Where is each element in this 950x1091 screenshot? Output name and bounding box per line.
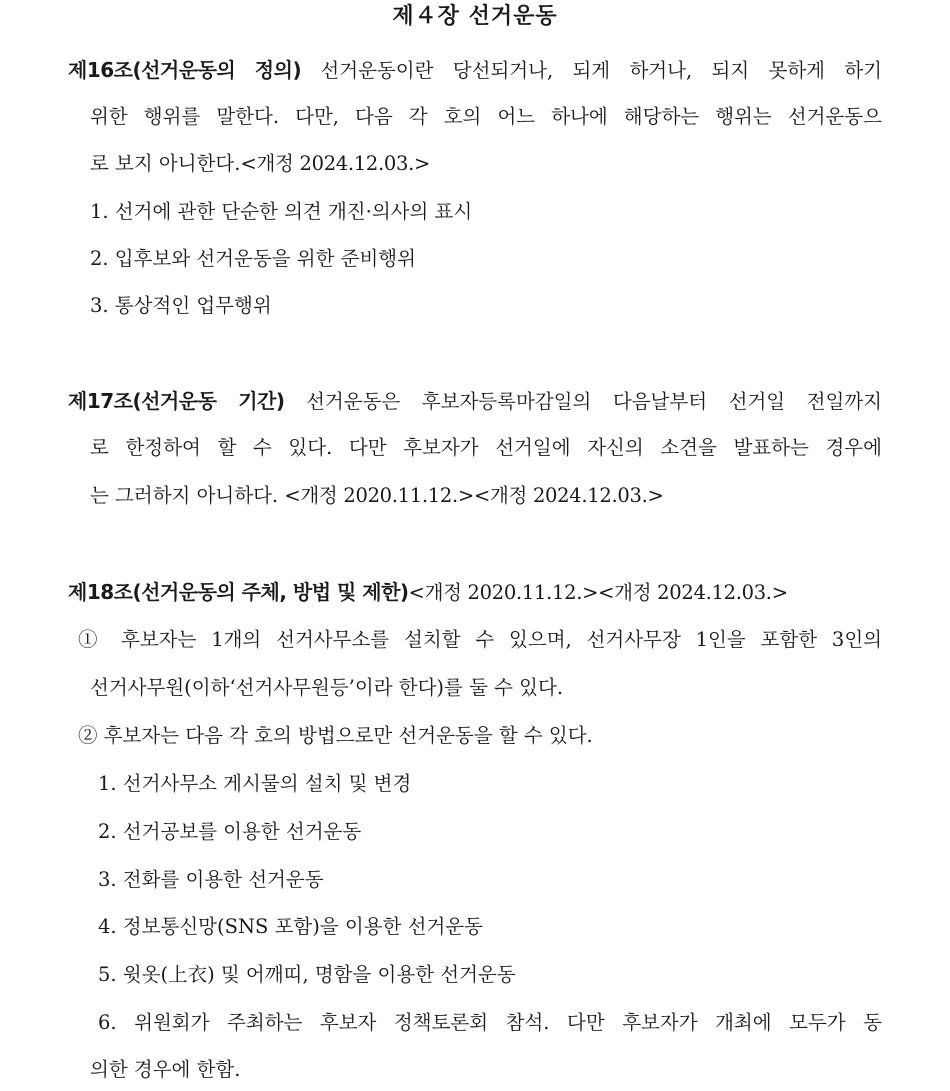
article-18-item-3: 3. 전화를 이용한 선거운동 <box>98 868 324 891</box>
article-17-text-1: 선거운동은 후보자등록마감일의 다음날부터 선거일 전일까지 <box>306 390 883 413</box>
article-18-clause-1-line-2: 선거사무원(이하‘선거사무원등’이라 한다)를 둘 수 있다. <box>90 676 564 699</box>
article-17-text-3: 는 그러하지 아니하다. <box>90 484 279 507</box>
article-18-first-line <box>68 578 788 606</box>
article-18-item-6-line-2: 의한 경우에 한함. <box>90 1058 241 1081</box>
article-18-item-2: 2. 선거공보를 이용한 선거운동 <box>98 820 362 843</box>
article-17-third-line <box>90 482 664 510</box>
article-18-clause-2: ② 후보자는 다음 각 호의 방법으로만 선거운동을 할 수 있다. <box>78 724 593 747</box>
article-16-item-3: 3. 통상적인 업무행위 <box>90 294 272 317</box>
article-16-amendment: <개정 2024.12.03.> <box>240 152 431 175</box>
article-17-first-line <box>68 387 882 415</box>
article-18-item-5: 5. 윗옷(上衣) 및 어깨띠, 명함을 이용한 선거운동 <box>98 963 516 986</box>
article-18-item-1: 1. 선거사무소 게시물의 설치 및 변경 <box>98 772 412 795</box>
article-16-heading: 제16조(선거운동의 정의) <box>68 58 302 82</box>
article-16-first-line <box>68 56 882 84</box>
article-16-text-3: 로 보지 아니한다. <box>90 152 241 175</box>
article-16-text-2: 위한 행위를 말한다. 다만, 다음 각 호의 어느 하나에 해당하는 행위는 선거운동으 <box>90 105 882 128</box>
article-16-item-1: 1. 선거에 관한 단순한 의견 개진·의사의 표시 <box>90 200 473 223</box>
article-18-clause-1-line-1: ① 후보자는 1개의 선거사무소를 설치할 수 있으며, 선거사무장 1인을 포함한 3인의 <box>78 628 882 651</box>
article-18-amendments: <개정 2020.11.12.><개정 2024.12.03.> <box>408 581 788 604</box>
chapter-title: 제４장 선거운동 <box>392 4 558 29</box>
article-16-item-2: 2. 입후보와 선거운동을 위한 준비행위 <box>90 247 416 270</box>
article-18-item-6-line-1: 6. 위원회가 주최하는 후보자 정책토론회 참석. 다만 후보자가 개최에 모두가 동 <box>98 1011 882 1034</box>
article-17-text-2: 로 한정하여 할 수 있다. 다만 후보자가 선거일에 자신의 소견을 발표하는 경우에 <box>90 436 882 459</box>
article-18-heading: 제18조(선거운동의 주체, 방법 및 제한) <box>68 580 409 604</box>
article-16-third-line <box>90 150 430 178</box>
article-18-item-4: 4. 정보통신망(SNS 포함)을 이용한 선거운동 <box>98 915 483 938</box>
article-17-amendments: <개정 2020.11.12.><개정 2024.12.03.> <box>284 484 664 507</box>
article-16-text-1: 선거운동이란 당선되거나, 되게 하거나, 되지 못하게 하기 <box>320 59 882 82</box>
article-17-heading: 제17조(선거운동 기간) <box>68 389 285 413</box>
